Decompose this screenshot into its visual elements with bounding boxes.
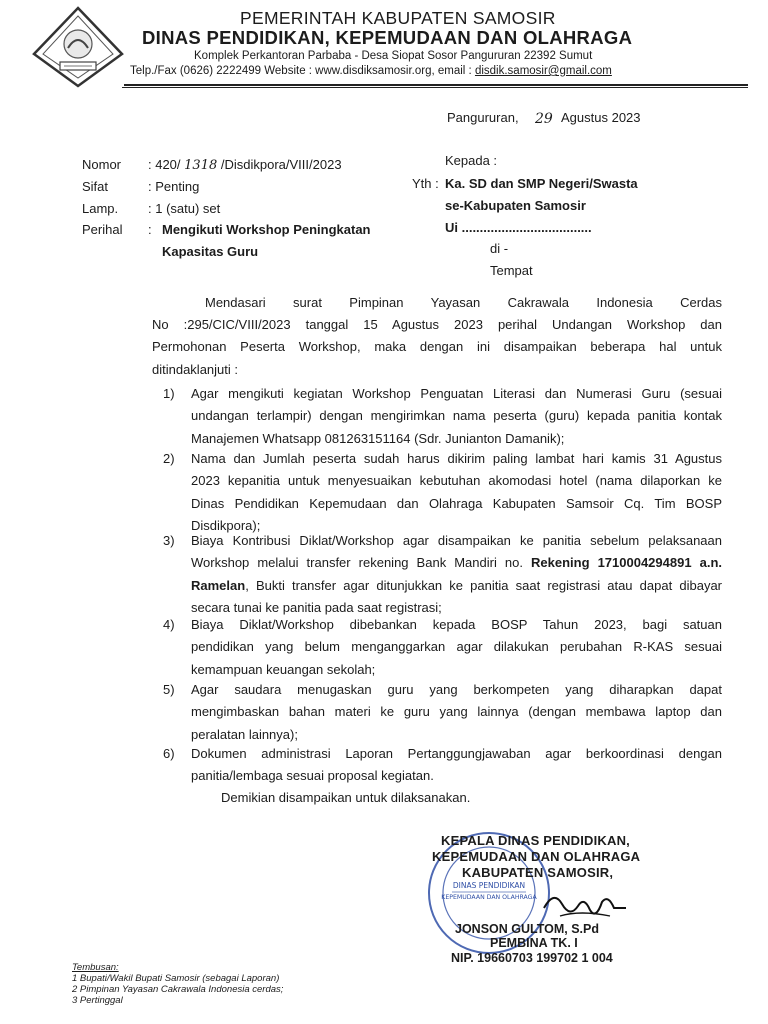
- regency-emblem-logo: [32, 6, 124, 88]
- item-number: 5): [163, 682, 175, 697]
- recipient-ui: Ui ....................................: [445, 220, 592, 235]
- signatory-name: JONSON GULTOM, S.Pd: [455, 922, 599, 936]
- list-item: Biaya Diklat/Workshop dibebankan kepada BOSP Tahun 2023, bagi satuan pendidikan yang belum menganggarkan agar dilakukan perubahan R-KAS sesuai kemampuan keuangan sekolah;: [191, 617, 722, 677]
- letter-place: Pangururan,: [447, 110, 519, 125]
- perihal-colon: :: [148, 222, 152, 237]
- tembusan-item: 1 Bupati/Wakil Bupati Samosir (sebagai Laporan): [72, 973, 280, 984]
- email-link[interactable]: disdik.samosir@gmail.com: [474, 65, 612, 77]
- perihal-line-2: Kapasitas Guru: [162, 244, 259, 259]
- list-item: Agar saudara menugaskan guru yang berkompeten yang diharapkan dapat mengimbaskan bahan materi ke guru yang lainnya (dengan membawa laptop dan peralatan lainnya);: [191, 682, 722, 742]
- kepada-label: Kepada :: [445, 153, 498, 168]
- account-holder-name: Ramelan: [191, 577, 246, 593]
- agency-contact: Telp./Fax (0626) 2222499 Website : www.disdiksamosir.org, email : disdik.samosir@gmail.com: [130, 65, 612, 77]
- bank-account-number: Rekening 1710004294891 a.n.: [531, 555, 722, 571]
- sifat-value: : Penting: [148, 179, 200, 194]
- signatory-nip: NIP. 19660703 199702 1 004: [451, 951, 613, 965]
- item-number: 2): [163, 451, 175, 466]
- intro-line: Permohonan Peserta Workshop, maka dengan ini disampaikan beberapa hal untuk: [152, 339, 722, 355]
- sifat-label: Sifat: [82, 179, 109, 194]
- yth-label: Yth :: [412, 176, 439, 191]
- item-number: 1): [163, 386, 175, 401]
- recipient-line-1: Ka. SD dan SMP Negeri/Swasta: [445, 176, 638, 191]
- list-item: Dokumen administrasi Laporan Pertanggungjawaban agar berkoordinasi dengan panitia/lembaga sesuai proposal kegiatan.: [191, 746, 722, 784]
- item-number: 6): [163, 746, 175, 761]
- lamp-value: : 1 (satu) set: [148, 201, 221, 216]
- letter-day-handwritten: 29: [535, 111, 553, 127]
- signatory-title-3: KABUPATEN SAMOSIR,: [462, 865, 614, 880]
- list-item: Agar mengikuti kegiatan Workshop Penguatan Literasi dan Numerasi Guru (sesuai undangan terlampir) dengan mengirimkan nama peserta (guru) kepada panitia kontak Manajemen Whatsapp 081263151164 (Sdr. Junianton Damanik);: [191, 386, 722, 446]
- stamp-text-2: KEPEMUDAAN DAN OLAHRAGA: [441, 894, 537, 901]
- list-item: Nama dan Jumlah peserta sudah harus dikirim paling lambat hari kamis 31 Agustus 2023 kepanitia untuk menyesuaikan kebutuhan akomodasi hotel (nama dilaporkan ke Dinas Pendidikan Kepemudaan dan Olahraga Kabupaten Samsoir Cq. Tim BOSP Disdikpora);: [191, 451, 722, 534]
- item-number: 4): [163, 617, 175, 632]
- signatory-title-1: KEPALA DINAS PENDIDIKAN,: [441, 833, 630, 848]
- intro-line: ditindaklanjuti :: [152, 361, 238, 377]
- signatory-rank: PEMBINA TK. I: [490, 936, 578, 950]
- letterhead-rule: [124, 84, 748, 86]
- perihal-label: Perihal: [82, 222, 123, 237]
- closing-sentence: Demikian disampaikan untuk dilaksanakan.: [221, 790, 471, 805]
- nomor-handwritten: 1318: [184, 158, 218, 173]
- intro-line: Mendasari surat Pimpinan Yayasan Cakrawala Indonesia Cerdas: [205, 295, 722, 310]
- recipient-line-2: se-Kabupaten Samosir: [445, 198, 586, 213]
- intro-line: No :295/CIC/VIII/2023 tanggal 15 Agustus 2023 perihal Undangan Workshop dan: [152, 317, 722, 332]
- letter-month-year: Agustus 2023: [561, 110, 641, 125]
- agency-name: DINAS PENDIDIKAN, KEPEMUDAAN DAN OLAHRAGA: [142, 27, 633, 48]
- tembusan-item: 3 Pertinggal: [72, 995, 123, 1006]
- recipient-tempat: Tempat: [490, 263, 533, 278]
- nomor-label: Nomor: [82, 157, 122, 172]
- agency-address: Komplek Perkantoran Parbaba - Desa Siopat Sosor Pangururan 22392 Sumut: [194, 50, 593, 62]
- list-item: Biaya Kontribusi Diklat/Workshop agar disampaikan ke panitia sebelum pelaksanaan Workshop melalui transfer rekening Bank Mandiri no. Rekening 1710004294891 a.n. Ramelan, Bukti transfer agar ditunjukkan ke panitia saat registrasi atau dapat dibayar secara tunai ke panitia pada saat registrasi;: [191, 533, 722, 616]
- tembusan-item: 2 Pimpinan Yayasan Cakrawala Indonesia cerdas;: [72, 984, 284, 995]
- intro-paragraph-cont: [152, 314, 722, 381]
- signatory-title-2: KEPEMUDAAN DAN OLAHRAGA: [432, 849, 641, 864]
- letterhead-rule-thin: [122, 87, 748, 88]
- tembusan-block: [72, 962, 283, 1006]
- tembusan-title: Tembusan:: [72, 962, 119, 973]
- government-header: PEMERINTAH KABUPATEN SAMOSIR: [240, 8, 556, 28]
- lamp-label: Lamp.: [82, 201, 119, 216]
- recipient-di: di -: [490, 241, 509, 256]
- intro-paragraph: [152, 292, 722, 314]
- perihal-line-1: Mengikuti Workshop Peningkatan: [162, 222, 371, 237]
- nomor-value: : 420/ 1318 /Disdikpora/VIII/2023: [148, 157, 342, 173]
- item-number: 3): [163, 533, 175, 548]
- stamp-text-1: DINAS PENDIDIKAN: [452, 881, 526, 890]
